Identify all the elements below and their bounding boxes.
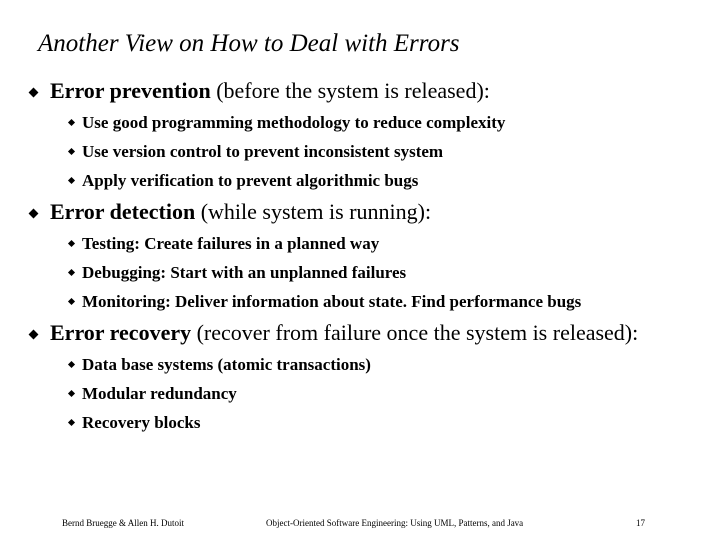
diamond-bullet-icon — [68, 148, 75, 155]
section-error-detection — [30, 199, 710, 312]
sub-bullet-list — [30, 234, 710, 312]
sub-bullet-text: Testing: Create failures in a planned way — [82, 234, 380, 253]
footer-authors: Bernd Bruegge & Allen H. Dutoit — [62, 518, 184, 528]
diamond-bullet-icon — [29, 88, 39, 98]
footer-page-number: 17 — [636, 518, 645, 528]
sub-bullet-text: Data base systems (atomic transactions) — [82, 355, 371, 374]
section-error-recovery — [30, 320, 710, 433]
diamond-bullet-icon — [68, 361, 75, 368]
sub-bullet-list — [30, 355, 710, 433]
main-bullet — [30, 199, 710, 225]
sub-bullet — [30, 263, 710, 283]
diamond-bullet-icon — [68, 298, 75, 305]
bullet-heading: Error recovery — [50, 320, 192, 345]
bullet-text: (before the system is released): — [210, 78, 490, 103]
sub-bullet — [30, 384, 710, 404]
sub-bullet-text: Use version control to prevent inconsistent system — [82, 142, 444, 161]
sub-bullet — [30, 355, 710, 375]
main-bullet — [30, 320, 710, 346]
bullet-heading: Error prevention — [50, 78, 211, 103]
section-error-prevention — [30, 78, 710, 191]
diamond-bullet-icon — [68, 419, 75, 426]
bullet-heading: Error detection — [50, 199, 196, 224]
diamond-bullet-icon — [68, 390, 75, 397]
slide-title: Another View on How to Deal with Errors — [38, 30, 460, 57]
footer-book-title: Object-Oriented Software Engineering: Using UML, Patterns, and Java — [266, 518, 524, 528]
diamond-bullet-icon — [68, 240, 75, 247]
sub-bullet — [30, 413, 710, 433]
sub-bullet-list — [30, 113, 710, 191]
diamond-bullet-icon — [68, 119, 75, 126]
sub-bullet-text: Monitoring: Deliver information about state. Find performance bugs — [82, 292, 582, 311]
main-bullet — [30, 78, 710, 104]
sub-bullet-text: Debugging: Start with an unplanned failures — [82, 263, 407, 282]
sub-bullet — [30, 292, 710, 312]
diamond-bullet-icon — [29, 209, 39, 219]
sub-bullet-text: Apply verification to prevent algorithmic bugs — [82, 171, 419, 190]
bullet-text: (recover from failure once the system is released): — [191, 320, 639, 345]
diamond-bullet-icon — [29, 330, 39, 340]
sub-bullet — [30, 113, 710, 133]
sub-bullet — [30, 171, 710, 191]
bullet-text: (while system is running): — [195, 199, 432, 224]
sub-bullet — [30, 142, 710, 162]
diamond-bullet-icon — [68, 269, 75, 276]
sub-bullet-text: Recovery blocks — [82, 413, 201, 432]
sub-bullet — [30, 234, 710, 254]
sub-bullet-text: Use good programming methodology to reduce complexity — [82, 113, 506, 132]
diamond-bullet-icon — [68, 177, 75, 184]
sub-bullet-text: Modular redundancy — [82, 384, 237, 403]
